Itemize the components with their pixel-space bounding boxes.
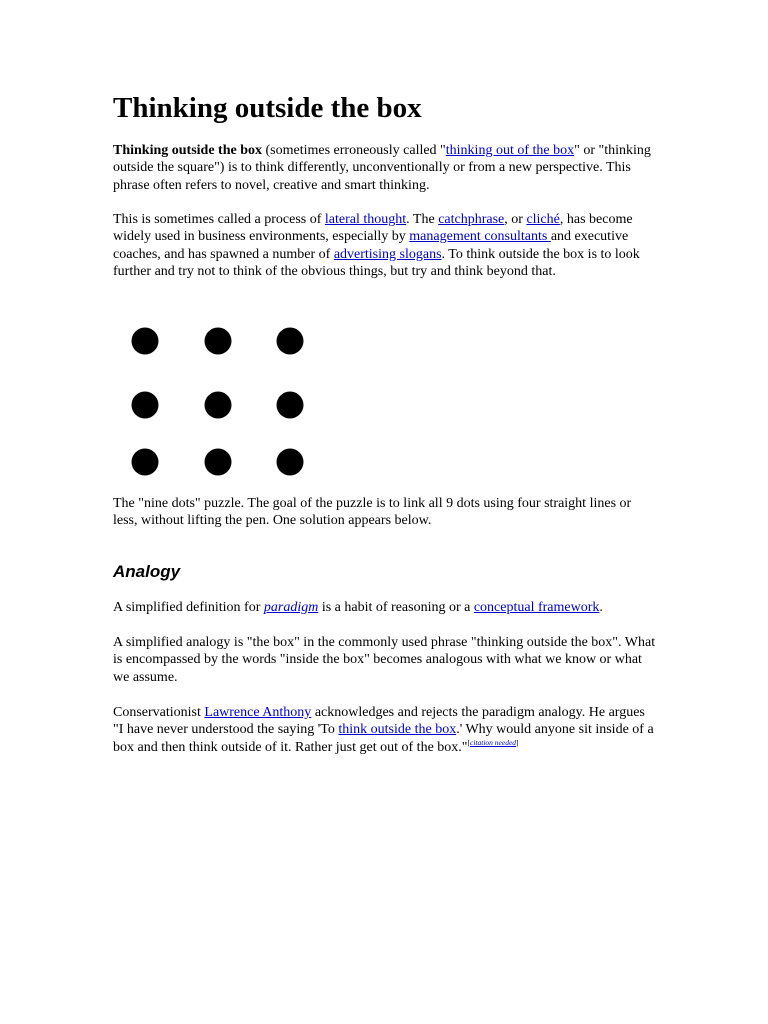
puzzle-dot <box>205 449 232 476</box>
nine-dots-group <box>132 328 304 476</box>
lateral-text-3: , or <box>504 212 527 227</box>
intro-text-1: (sometimes erroneously called " <box>262 143 446 158</box>
intro-paragraph <box>113 142 658 194</box>
analogy-p3-text-2: acknowledges and rejects the paradigm analogy. He argues "I have never understood the saying 'To <box>113 705 645 738</box>
puzzle-dot <box>132 449 159 476</box>
analogy-definition-paragraph <box>113 599 658 616</box>
link-paradigm[interactable]: paradigm <box>263 600 319 615</box>
analogy-p3-text-1: Conservationist <box>113 705 205 720</box>
link-management-consultants[interactable]: management consultants <box>409 229 551 245</box>
puzzle-dot <box>277 449 304 476</box>
page-title: Thinking outside the box <box>113 92 422 124</box>
intro-text-2: " or "thinking outside the square") is to think differently, unconventionally or from a new perspective. This phrase often refers to novel, creative and smart thinking. <box>113 143 651 193</box>
lateral-text-2: . The <box>406 212 439 227</box>
intro-bold-term: Thinking outside the box <box>113 143 262 158</box>
link-lawrence-anthony[interactable]: Lawrence Anthony <box>204 705 312 720</box>
analogy-heading: Analogy <box>113 562 181 581</box>
analogy-box-paragraph: A simplified analogy is "the box" in the commonly used phrase "thinking outside the box". What is encompassed by the words "inside the box" becomes analogous with what we know or what we assume. <box>113 635 656 685</box>
analogy-p1-text-2: is a habit of reasoning or a <box>318 600 474 615</box>
link-cliche[interactable]: cliché <box>526 212 560 227</box>
lateral-text-4: , has become widely used in business environments, especially by <box>113 212 633 245</box>
link-thinking-out-of-the-box[interactable]: thinking out of the box <box>445 143 575 158</box>
link-conceptual-framework[interactable]: conceptual framework <box>473 600 600 615</box>
puzzle-dot <box>277 328 304 355</box>
puzzle-dot <box>132 328 159 355</box>
link-citation-needed[interactable]: citation needed <box>470 737 517 747</box>
link-lateral-thought[interactable]: lateral thought <box>324 212 407 227</box>
puzzle-dot <box>132 392 159 419</box>
analogy-anthony-paragraph <box>113 704 658 756</box>
link-think-outside-the-box[interactable]: think outside the box <box>338 722 457 738</box>
puzzle-dot <box>277 392 304 419</box>
link-advertising-slogans[interactable]: advertising slogans <box>333 246 442 262</box>
analogy-p1-text-3: . <box>599 600 603 615</box>
lateral-text-1: This is sometimes called a process of <box>113 212 325 227</box>
puzzle-dot <box>205 328 232 355</box>
puzzle-caption: The "nine dots" puzzle. The goal of the puzzle is to link all 9 dots using four straight lines or less, without lifting the pen. One solution appears below. <box>113 496 632 529</box>
puzzle-dot <box>205 392 232 419</box>
analogy-p1-text-1: A simplified definition for <box>113 600 264 615</box>
citation-needed-note: [citation needed] <box>467 737 519 747</box>
analogy-p3-text-3: .' Why would anyone sit inside of a box and then think outside of it. Rather just get out of the box." <box>113 722 654 755</box>
nine-dots-puzzle-image <box>131 327 311 477</box>
link-catchphrase[interactable]: catchphrase <box>438 212 505 227</box>
lateral-text-5: and executive coaches, and has spawned a number of <box>113 229 629 262</box>
lateral-text-6: . To think outside the box is to look further and try not to think of the obvious things, but try and think beyond that. <box>113 246 640 280</box>
lateral-paragraph <box>113 211 658 281</box>
